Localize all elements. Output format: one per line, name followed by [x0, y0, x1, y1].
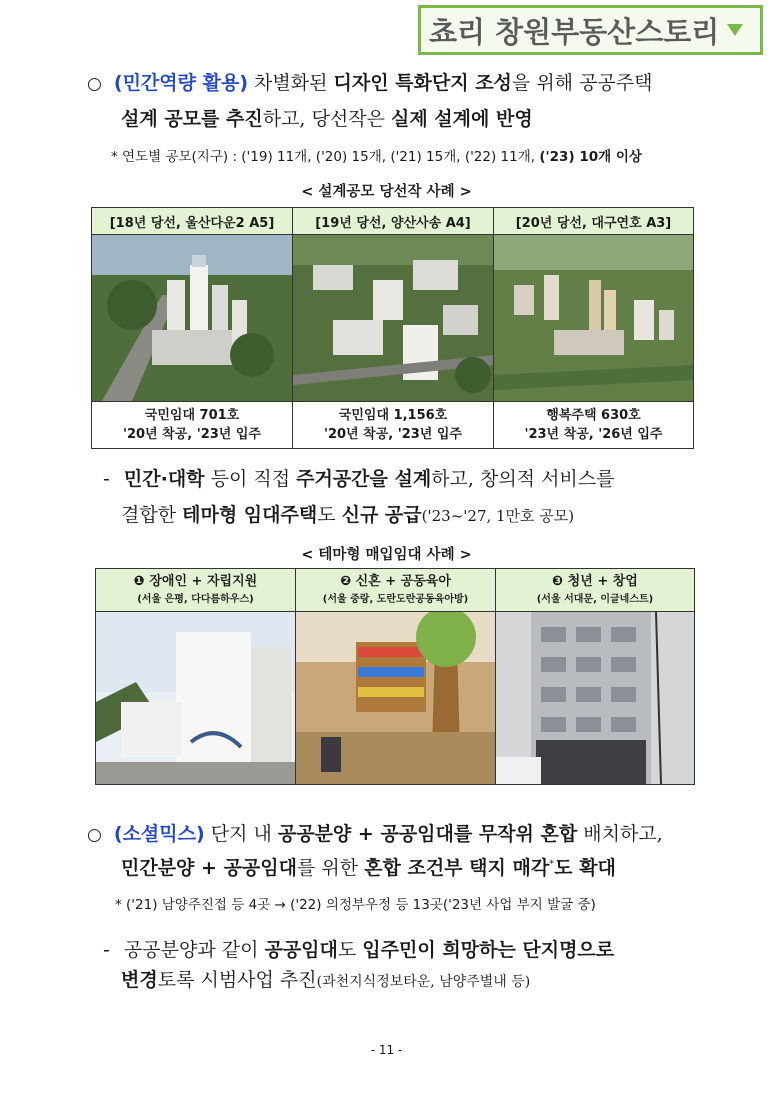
header-sub: (서울 중랑, 도란도란공동육아방): [322, 593, 469, 605]
table1-header: [18년 당선, 울산다운2 A5]: [92, 208, 293, 235]
section-tag: (민간역량 활용): [113, 72, 248, 94]
section3-note: * ('21) 남양주진접 등 4곳 → ('22) 의정부우정 등 13곳('23년 사업 부지 발굴 중): [115, 897, 596, 913]
text: 도: [317, 504, 342, 526]
section1-line2: [121, 104, 533, 131]
table1-header: [20년 당선, 대구연호 A3]: [494, 208, 694, 235]
table2: [95, 568, 695, 785]
bold-text: 민간·대학: [123, 468, 205, 490]
section4-line2: [121, 965, 530, 992]
table1-cell: [494, 402, 694, 449]
note-bold: ('23) 10개 이상: [539, 149, 642, 165]
section-tag: (소셜믹스): [113, 823, 205, 845]
bold-text: 공공분양 + 공공임대를 무작위 혼합: [277, 823, 578, 845]
text: 차별화된: [248, 72, 334, 94]
table2-header: [496, 569, 695, 612]
unit-count: 국민임대 1,156호: [338, 408, 448, 423]
text: 도: [337, 939, 363, 961]
table2-caption: < 테마형 매입임대 사례 >: [301, 547, 472, 563]
section1-note: [111, 145, 642, 165]
bold-text: 실제 설계에 반영: [390, 108, 533, 130]
text: (과천지식정보타운, 남양주별내 등): [316, 974, 531, 990]
text: 배치하고,: [577, 823, 663, 845]
bullet: ○: [87, 825, 102, 845]
bold-text: 공공임대: [264, 939, 338, 961]
header-title: ❷ 신혼 + 공동육아: [340, 573, 451, 589]
table2-header: [96, 569, 296, 612]
text: 결합한: [121, 504, 183, 526]
header-title: ❶ 장애인 + 자립지원: [133, 573, 258, 589]
text: 하고, 당선작은: [262, 108, 391, 130]
text: 단지 내: [204, 823, 278, 845]
photo-building-gray: [496, 612, 695, 785]
table1-cell: [92, 402, 293, 449]
bold-text: 설계 공모를 추진: [121, 108, 263, 130]
section4-line1: [103, 935, 614, 962]
text: 를 위한: [296, 857, 365, 879]
header-title: ❸ 청년 + 창업: [552, 573, 638, 589]
table2-header: [296, 569, 496, 612]
bold-text: 입주민이 희망하는 단지명으로: [362, 939, 615, 961]
rendering-image-yangsan: [293, 235, 494, 402]
dash: -: [103, 468, 110, 490]
unit-count: 국민임대 701호: [144, 408, 240, 423]
table1-caption: < 설계공모 당선작 사례 >: [301, 184, 472, 200]
schedule: '20년 착공, '23년 입주: [122, 427, 261, 442]
note-text: * 연도별 공모(지구) : ('19) 11개, ('20) 15개, ('21) 15개, ('22) 11개,: [111, 149, 540, 165]
table1: [91, 207, 694, 449]
triangle-down-icon: [727, 24, 743, 36]
bold-text: 주거공간을 설계: [296, 468, 432, 490]
text: 하고, 창의적 서비스를: [431, 468, 615, 490]
text: 공공분양과 같이: [123, 939, 265, 961]
section1-line1: [87, 68, 652, 95]
text: ('23~'27, 1만호 공모): [421, 507, 575, 525]
table1-header: [19년 당선, 양산사송 A4]: [293, 208, 494, 235]
bullet: ○: [87, 74, 102, 94]
bold-text: 디자인 특화단지 조성: [333, 72, 512, 94]
bold-text: 도 확대: [554, 857, 616, 879]
bold-text: 혼합 조건부 택지 매각: [364, 857, 550, 879]
table1-cell: [293, 402, 494, 449]
badge-text: 쵸리 창원부동산스토리: [429, 14, 720, 49]
schedule: '20년 착공, '23년 입주: [323, 427, 462, 442]
section2-line1: [103, 464, 615, 491]
unit-count: 행복주택 630호: [546, 408, 641, 423]
section3-line2: [121, 853, 616, 880]
footnote-mark: *: [549, 858, 555, 870]
schedule: '23년 착공, '26년 입주: [524, 427, 663, 442]
page-number: - 11 -: [370, 1043, 403, 1057]
text: 등이 직접: [204, 468, 297, 490]
header-sub: (서울 서대문, 이글네스트): [536, 593, 654, 605]
section3-line1: [87, 819, 663, 846]
photo-kids-room: [296, 612, 496, 785]
rendering-image-ulsan: [92, 235, 293, 402]
bold-text: 테마형 임대주택: [182, 504, 318, 526]
header-sub: (서울 은평, 다다름하우스): [137, 593, 254, 605]
text: 토록 시범사업 추진: [157, 969, 317, 991]
watermark-badge: [418, 5, 763, 55]
dash: -: [103, 939, 110, 961]
bold-text: 변경: [121, 969, 158, 991]
rendering-image-daegu: [494, 235, 694, 402]
bold-text: 신규 공급: [341, 504, 422, 526]
section2-line2: [121, 500, 574, 527]
text: 을 위해 공공주택: [511, 72, 653, 94]
photo-building-white: [96, 612, 296, 785]
bold-text: 민간분양 + 공공임대: [121, 857, 297, 879]
